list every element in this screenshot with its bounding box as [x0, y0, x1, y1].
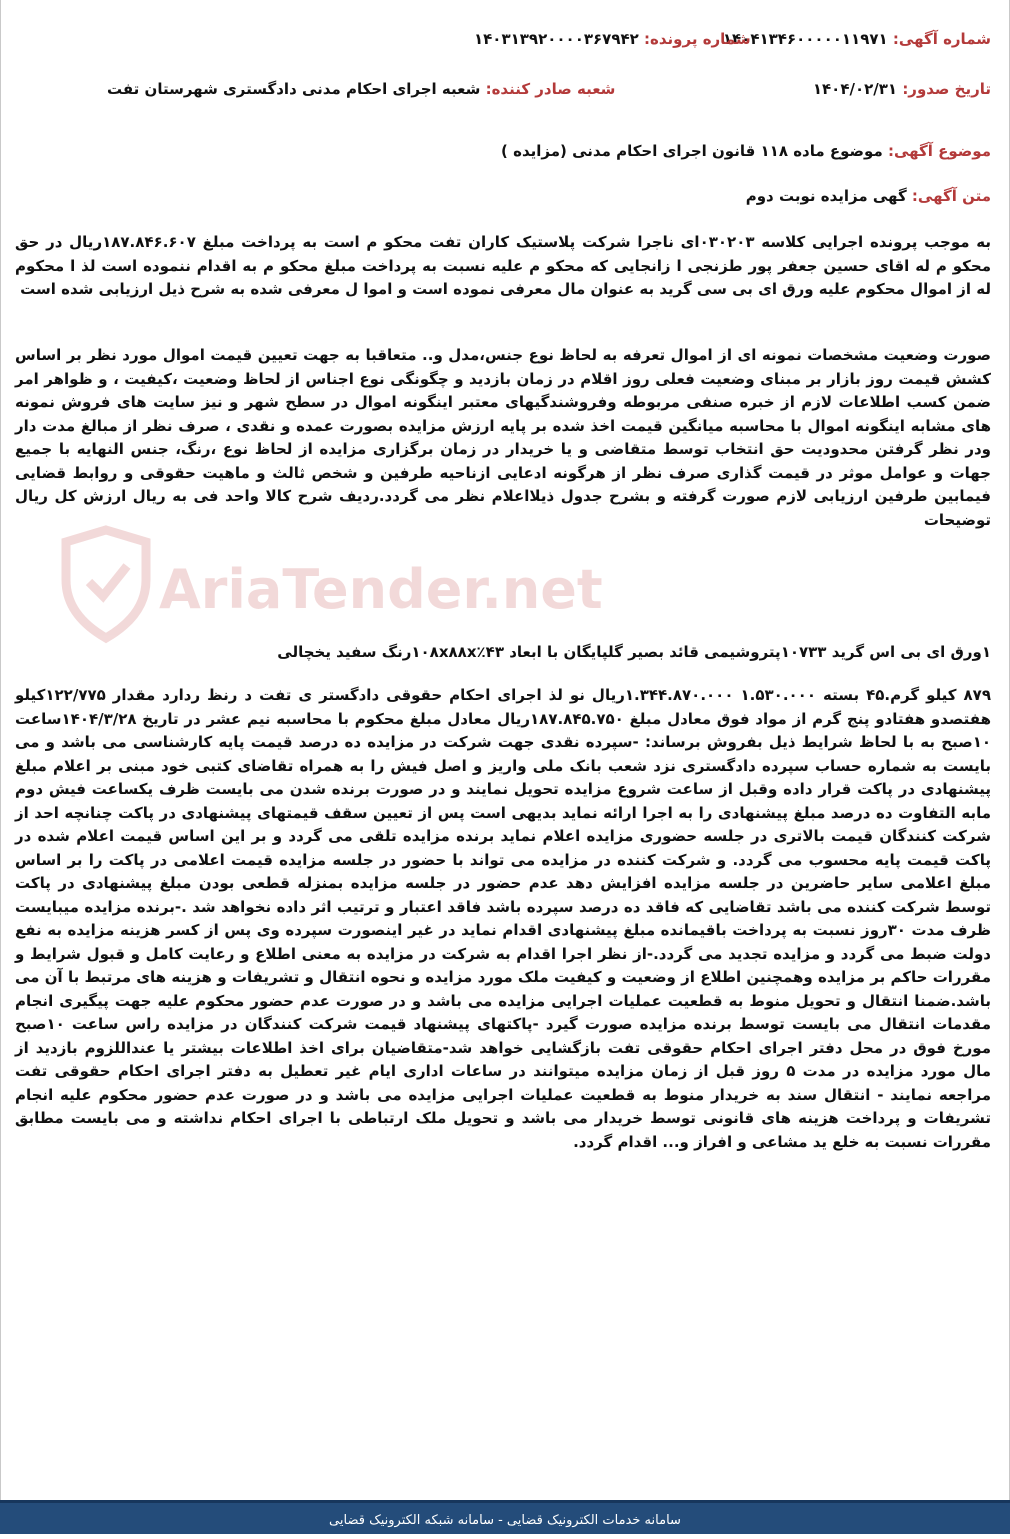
header-row-numbers [19, 30, 991, 48]
footer-text: سامانه خدمات الکترونیک قضایی - سامانه شبکه الکترونیک قضایی [329, 1513, 681, 1528]
issuer-value: شعبه اجرای احکام مدنی دادگستری شهرستان تفت [107, 80, 481, 98]
body-paragraph-conditions: ۸۷۹ کیلو گرم.۴۵ بسته ۱.۵۳۰.۰۰۰ ۱.۳۴۴.۸۷۰.۰۰۰ریال نو لذ اجرای احکام حقوقی دادگستر ی تفت د رنظ ردارد مقدار ۱۲۲/۷۷۵کیلو هفتصدو هفتادو پنج گرم از مواد فوق معادل مبلغ ۱۸۷.۸۴۵.۷۵۰ریال معادل مبلغ محکوم با محاسبه نیم عشر در تاریخ ۱۴۰۴/۳/۲۸ساعت ۱۰صبح به با لحاظ شرایط ذیل بفروش برساند: -سپرده نقدی جهت شرکت در مزایده ده درصد قیمت پایه کارشناسی می باشد و می بایست به شماره حساب سپرده دادگستری نزد شعب بانک ملی واریز و اصل فیش را به همراه تقاضای کتبی خود مبنی بر اعلام مبلغ پیشنهادی در پاکت قرار داده وقبل از ساعت شروع مزایده تحویل نمایند و در صورت برنده شدن می بایست ظرف یکساعت فیش دوم مابه التفاوت ده درصد مبلغ پیشنهادی را به اجرا ارائه نماید بدیهی است پس از تعیین سقف قیمتهای پیشنهادی در پاکت چنانچه احد از شرکت کنندگان قیمت بالاتری در جلسه حضوری مزایده اعلام نماید برنده مزایده تلقی می گردد و بر این اساس قیمت اعلام شده در پاکت قیمت پایه محسوب می گردد. و شرکت کننده در مزایده می تواند با حضور در جلسه مزایده قیمت اعلامی در پاکت را بر اساس مبلغ اعلامی سایر حاضرین در جلسه مزایده افزایش دهد عدم حضور در جلسه مزایده بمنزله قطعی بودن مبلغ پیشنهادی در پاکت توسط شرکت کننده می باشد تقاضایی که فاقد ده درصد سپرده باشد فاقد اعتبار و ترتیب اثر داده نخواهد شد .-برنده مزایده میبایست ظرف مدت ۳۰روز نسبت به پرداخت باقیمانده مبلغ پیشنهادی اقدام نماید در غیر اینصورت سپرده وی پس از کسر هزینه مزایده به نفع دولت ضبط می گردد و مزایده تجدید می گردد.-از نظر اجرا اقدام به شرکت در مزایده به معنی اطلاع و رعایت کامل و قبول شرایط و مقررات حاکم بر مزایده وهمچنین اطلاع از وضعیت و کیفیت ملک مورد مزایده و نحوه انتقال و تشریفات و هزینه های مرتبط با آن می باشد.ضمنا انتقال و تحویل منوط به قطعیت عملیات اجرایی مزایده می باشد و در صورت عدم حضور محکوم علیه جهت پیگیری انجام مقدمات انتقال می بایست توسط برنده مزایده صورت گیرد -پاکتهای پیشنهاد قیمت شرکت کنندگان در مزایده راس ساعت ۱۰صبح مورخ فوق در محل دفتر اجرای احکام حقوقی تفت بازگشایی خواهد شد-متقاضیان برای اخذ اطلاعات بیشتر یا عنداللزوم بازدید از مال مورد مزایده در مدت ۵ روز قبل از زمان مزایده میتوانند در ساعات اداری ایام غیر تعطیل به دفتر اجرای احکام حقوقی تفت مراجعه نمایند - انتقال سند به خریدار منوط به قطعیت عملیات اجرایی مزایده می باشد و در صورت عدم حضور محکوم علیه انجام تشریفات و پرداخت هزینه های قانونی توسط خریدار می باشد و تحویل ملک ارتباطی با اجرای احکام نداشته و می بایست مطابق مقررات نسبت به خلع ید مشاعی و افراز و... اقدام گردد. [15, 686, 992, 1151]
case-number [474, 30, 751, 48]
subject-label: موضوع آگهی: [887, 142, 991, 160]
body-paragraph-intro: به موجب پرونده اجرایی کلاسه ۰۳۰۲۰۳ای ناجرا شرکت پلاستیک کاران تفت محکو م است به پرداخت مبلغ ۱۸۷.۸۴۶.۶۰۷ریال در حق محکو م له اقای حسین جعفر پور طزنجی ا زانجایی که محکو م علیه نسبت به پرداخت مبلغ محکو م به اقدام ننموده است لذ ا محکوم له از اموال محکوم علیه ورق ای بی سی گرید به عنوان مال معرفی نموده است و اموا ل معرفی شده به شرح ذیل ارزیابی شده است [15, 233, 991, 298]
ad-number-value: ۱۴۰۴۱۳۴۶۰۰۰۰۰۱۱۹۷۱ [722, 30, 888, 48]
issue-date [813, 80, 991, 98]
footer-bar [0, 1500, 1010, 1534]
body-paragraph-assessment: صورت وضعیت مشخصات نمونه ای از اموال تعرفه به لحاظ نوع جنس،مدل و.. متعاقبا به جهت تعیین قیمت اموال مورد نظر بر اساس کشش قیمت روز بازار بر مبنای وضعیت فعلی روز اقلام در زمان بازدید و چگونگی نوع اجناس از لحاظ وضعیت ،کیفیت ، و ظواهر امر ضمن کسب اطلاعات لازم از خبره صنفی مربوطه وفروشندگیهای معتبر اینگونه اموال در سطح شهر و نیز سایت های فروش نمونه های مشابه اینگونه اموال با محاسبه میانگین قیمت اخذ شده بر پایه ارزش مزایده بصورت عمده و نقدی ، صرف نظر از مبالغ مدت دار ودر نظر گرفتن محدودیت حق انتخاب توسط متقاضی و یا خریدار در زمان برگزاری مزایده از لحاظ نوع ،رنگ، جنس النهایه با جمیع جهات و عوامل موثر در قیمت گذاری صرف نظر از هرگونه ادعایی ازناحیه طرفین و شخص ثالث و ماهیت حقوقی و روابط قضایی فیمابین طرفین ارزیابی لازم صورت گرفته و بشرح جدول ذیلااعلام نظر می گردد.ردیف شرح کالا واحد فی به ریال ارزش کل ریال توضیحات [15, 346, 991, 529]
watermark-text: AriaTender.net [159, 558, 603, 621]
ad-number-label: شماره آگهی: [892, 30, 991, 48]
issuer [107, 80, 615, 98]
watermark-shield-icon [66, 530, 146, 638]
text-row [19, 187, 991, 205]
text-label: متن آگهی: [911, 187, 991, 205]
issuer-label: شعبه صادر کننده: [485, 80, 616, 98]
case-number-label: شماره پرونده: [644, 30, 751, 48]
header-row-date [19, 80, 991, 98]
subject-row [19, 142, 991, 160]
case-number-value: ۱۴۰۳۱۳۹۲۰۰۰۰۳۶۷۹۴۲ [474, 30, 639, 48]
watermark-logo [71, 520, 603, 650]
body-paragraph-item: ۱ورق ای بی اس گرید ۱۰۷۳۳پتروشیمی قائد بصیر گلپایگان با ابعاد ۴۳٪۱۰۸x۸۸xرنگ سفید یخچالی [277, 643, 991, 661]
issue-date-label: تاریخ صدور: [902, 80, 991, 98]
subject-value: موضوع ماده ۱۱۸ قانون اجرای احکام مدنی (مزایده ) [501, 142, 883, 160]
issue-date-value: ۱۴۰۴/۰۲/۳۱ [812, 80, 898, 98]
text-value: گهی مزایده نوبت دوم [745, 187, 907, 205]
ad-number [723, 30, 991, 48]
